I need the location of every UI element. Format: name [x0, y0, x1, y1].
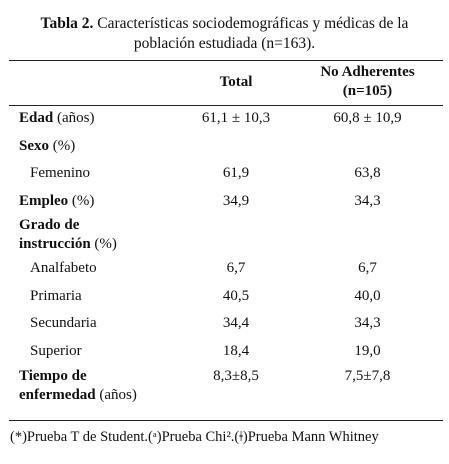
cell-non-adherent: 6,7: [358, 260, 377, 277]
table-row: [9, 365, 443, 407]
table-footnote: (*)Prueba T de Student.(ᵃ)Prueba Chi².(ǂ)Prueba Mann Whitney: [10, 429, 379, 445]
cell-total: 61,1 ± 10,3: [201, 110, 271, 127]
cell-non-adherent: [292, 133, 443, 161]
table-row: [9, 188, 443, 216]
row-label-unit: (años): [53, 110, 95, 127]
table-row: [9, 310, 443, 338]
cell-non-adherent: [292, 215, 443, 255]
cell-total: 61,9: [222, 165, 250, 182]
cell-total: [180, 215, 292, 255]
row-label: Superior: [30, 342, 82, 359]
cell-non-adherent: 40,0: [354, 287, 381, 304]
header-non-adherent: [292, 61, 443, 103]
row-label: Analfabeto: [30, 260, 97, 277]
row-label: [9, 188, 180, 216]
cell-total: 34,4: [222, 315, 250, 332]
row-label-bold: Edad: [19, 110, 54, 127]
row-label-unit: (años): [95, 387, 137, 403]
table-row: [9, 215, 443, 255]
row-label-bold: Tiempo de: [19, 368, 87, 384]
row-label: [9, 215, 180, 255]
cell-non-adherent: 7,5±7,8: [344, 368, 391, 384]
cell-total: [180, 133, 292, 161]
row-label-bold: instrucción: [19, 236, 91, 252]
row-label-unit: (%): [49, 137, 76, 154]
table-row: [9, 338, 443, 366]
row-label: [9, 365, 180, 407]
cell-total: 6,7: [226, 260, 246, 277]
row-label: Femenino: [30, 165, 90, 182]
table-caption: [6, 14, 443, 54]
row-label-bold: Grado de: [19, 217, 80, 233]
header-non-adherent-n: (n=105): [342, 83, 393, 99]
table-header-row: [9, 61, 443, 103]
table-row: [9, 105, 443, 133]
row-label-bold: Sexo: [19, 137, 49, 154]
cell-total: 18,4: [222, 342, 250, 359]
row-label-bold: enfermedad: [19, 387, 96, 403]
caption-prefix: Tabla 2.: [40, 15, 94, 32]
caption-text-line2: población estudiada (n=163).: [133, 35, 316, 52]
cell-non-adherent: 34,3: [354, 192, 381, 209]
table-row: [9, 283, 443, 311]
row-label: Secundaria: [30, 315, 97, 332]
header-non-adherent-title: No Adherentes: [320, 64, 415, 80]
bottom-rule: [9, 420, 443, 421]
cell-total: 40,5: [222, 287, 250, 304]
row-label-bold: Empleo: [19, 192, 69, 209]
table-row: [9, 255, 443, 283]
row-label: [9, 105, 180, 133]
cell-non-adherent: 19,0: [354, 342, 381, 359]
demographics-table: [9, 61, 443, 407]
header-total: Total: [219, 73, 253, 90]
table-row: [9, 133, 443, 161]
row-label: Primaria: [30, 287, 82, 304]
cell-non-adherent: 63,8: [354, 165, 381, 182]
cell-total: 34,9: [222, 192, 250, 209]
row-label: [9, 133, 180, 161]
row-label-unit: (%): [68, 192, 95, 209]
cell-total: 8,3±8,5: [213, 368, 259, 384]
header-empty: [9, 61, 180, 103]
cell-non-adherent: 60,8 ± 10,9: [333, 110, 402, 127]
table-row: [9, 160, 443, 188]
caption-text-line1: Características sociodemográficas y médicas de la: [93, 15, 409, 32]
cell-non-adherent: 34,3: [354, 315, 381, 332]
row-label-unit: (%): [90, 236, 117, 252]
